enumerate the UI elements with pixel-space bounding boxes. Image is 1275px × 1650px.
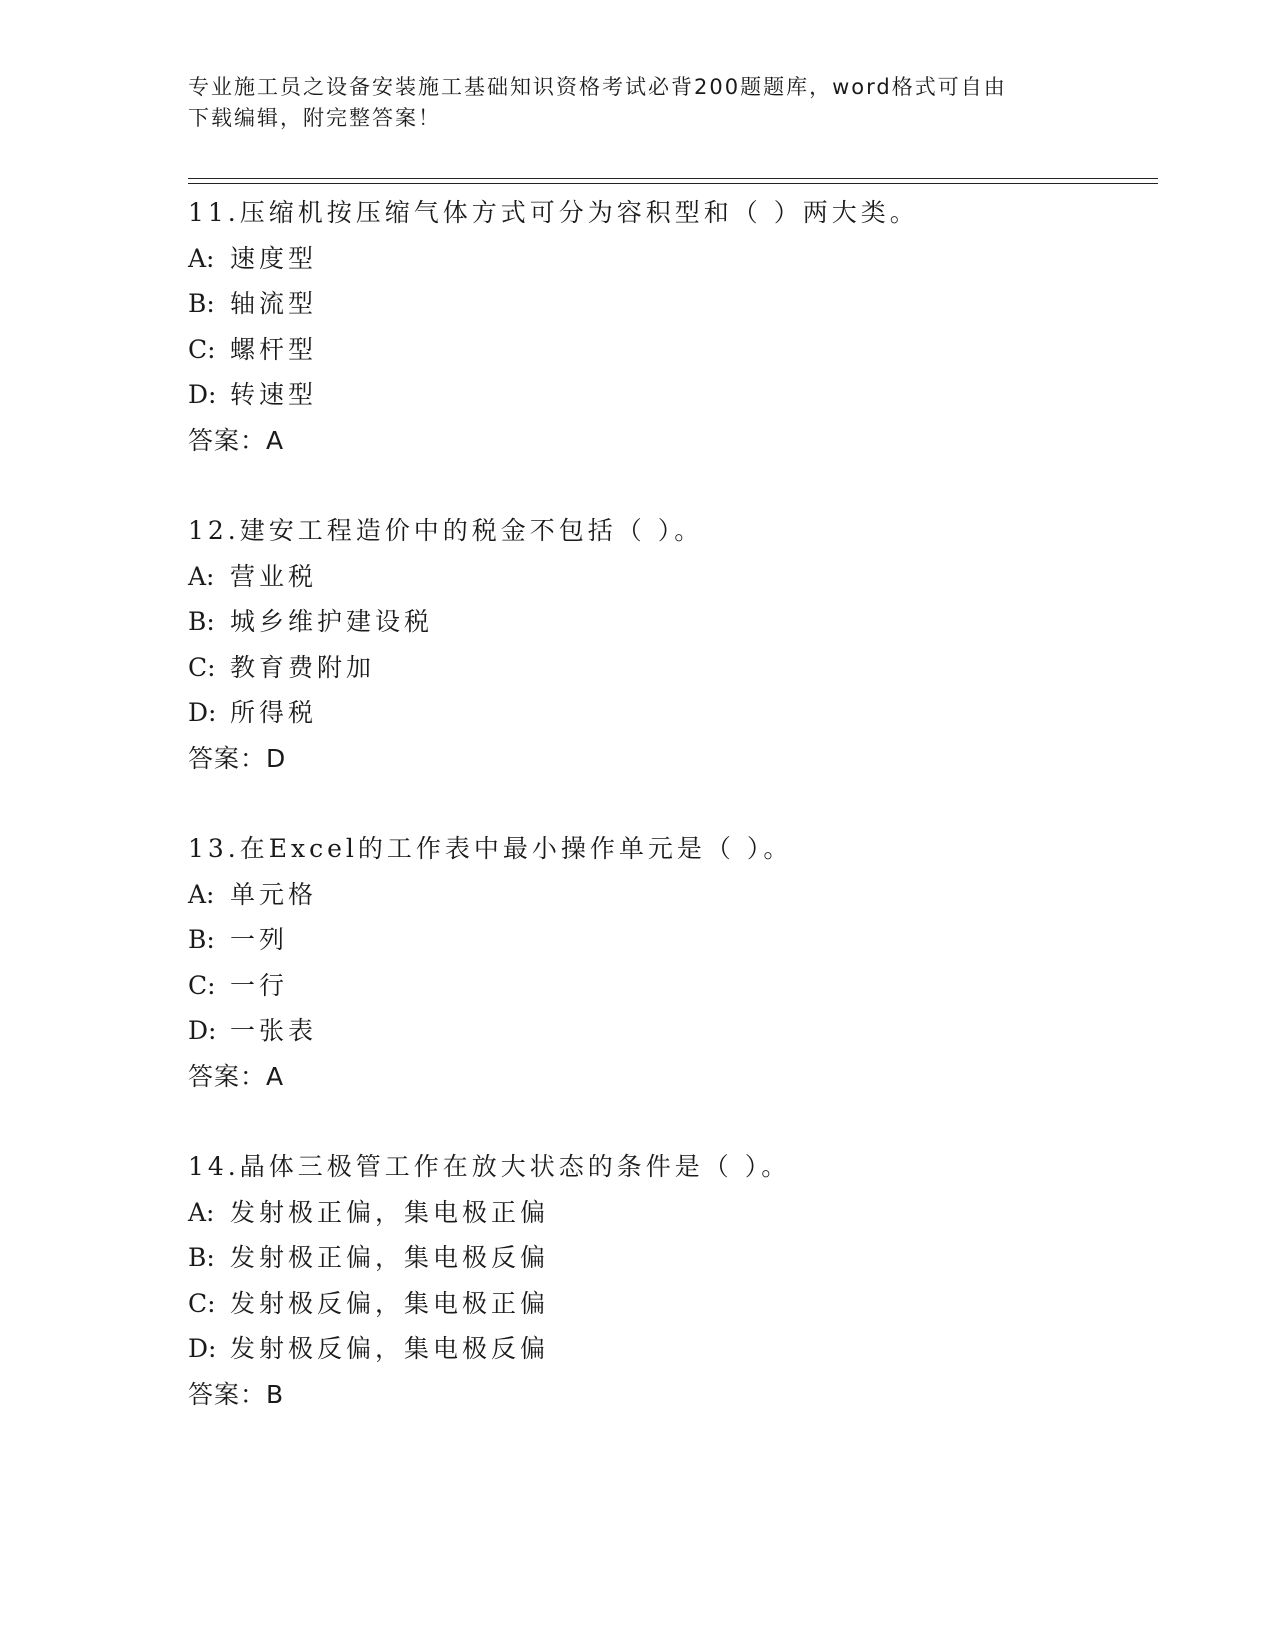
option-a xyxy=(188,872,1148,918)
option-c xyxy=(188,645,1148,691)
option-b xyxy=(188,1235,1148,1281)
header-divider-top xyxy=(188,178,1158,179)
question-stem: 13.在Excel的工作表中最小操作单元是（ ）。 xyxy=(188,834,793,863)
option-text: 一张表 xyxy=(230,1016,318,1045)
option-text: 城乡维护建设税 xyxy=(230,607,434,636)
option-d xyxy=(188,1326,1148,1372)
question-stem: 11.压缩机按压缩气体方式可分为容积型和（ ）两大类。 xyxy=(188,198,919,227)
option-text: 一行 xyxy=(230,970,289,1000)
option-c xyxy=(188,963,1148,1009)
option-a xyxy=(188,236,1148,282)
option-text: 轴流型 xyxy=(230,289,318,318)
option-letter: A: xyxy=(188,243,215,273)
option-letter: D: xyxy=(188,698,217,727)
option-letter: B: xyxy=(188,1243,215,1272)
option-letter: D: xyxy=(188,1334,217,1363)
option-c xyxy=(188,327,1148,373)
option-text: 单元格 xyxy=(230,879,318,909)
option-letter: C: xyxy=(188,1288,216,1318)
option-b xyxy=(188,281,1148,327)
option-a xyxy=(188,554,1148,600)
question-stem: 12.建安工程造价中的税金不包括（ ）。 xyxy=(188,516,704,545)
question-11 xyxy=(188,190,1148,463)
document-header xyxy=(188,72,1068,134)
option-text: 转速型 xyxy=(230,380,318,409)
option-text: 发射极正偏，集电极正偏 xyxy=(230,1197,550,1227)
option-c xyxy=(188,1281,1148,1327)
option-d xyxy=(188,1008,1148,1054)
question-14 xyxy=(188,1144,1148,1417)
option-letter: C: xyxy=(188,652,216,682)
option-text: 发射极反偏，集电极反偏 xyxy=(230,1334,550,1363)
answer: 答案：A xyxy=(188,1061,285,1091)
question-13 xyxy=(188,826,1148,1099)
option-letter: D: xyxy=(188,380,217,409)
option-text: 发射极反偏，集电极正偏 xyxy=(230,1288,550,1318)
option-d xyxy=(188,372,1148,418)
answer: 答案：A xyxy=(188,425,285,455)
option-a xyxy=(188,1190,1148,1236)
header-line-1: 专业施工员之设备安装施工基础知识资格考试必背200题题库，word格式可自由 xyxy=(188,75,1007,99)
answer: 答案：B xyxy=(188,1379,285,1409)
option-letter: A: xyxy=(188,1197,215,1227)
question-12 xyxy=(188,508,1148,781)
question-stem: 14.晶体三极管工作在放大状态的条件是（ ）。 xyxy=(188,1152,791,1181)
option-text: 发射极正偏，集电极反偏 xyxy=(230,1243,550,1272)
option-letter: B: xyxy=(188,289,215,318)
option-d xyxy=(188,690,1148,736)
header-divider-bottom xyxy=(188,183,1158,184)
header-line-2: 下载编辑，附完整答案！ xyxy=(188,106,441,130)
option-b xyxy=(188,599,1148,645)
option-text: 所得税 xyxy=(230,698,318,727)
answer: 答案：D xyxy=(188,743,287,773)
option-letter: D: xyxy=(188,1016,217,1045)
option-text: 速度型 xyxy=(230,243,318,273)
option-letter: B: xyxy=(188,925,215,954)
option-text: 营业税 xyxy=(230,561,318,591)
option-text: 螺杆型 xyxy=(230,334,318,364)
option-letter: C: xyxy=(188,334,216,364)
option-text: 教育费附加 xyxy=(230,652,376,682)
option-text: 一列 xyxy=(230,925,289,954)
option-letter: B: xyxy=(188,607,215,636)
option-letter: C: xyxy=(188,970,216,1000)
option-b xyxy=(188,917,1148,963)
option-letter: A: xyxy=(188,561,215,591)
option-letter: A: xyxy=(188,879,215,909)
